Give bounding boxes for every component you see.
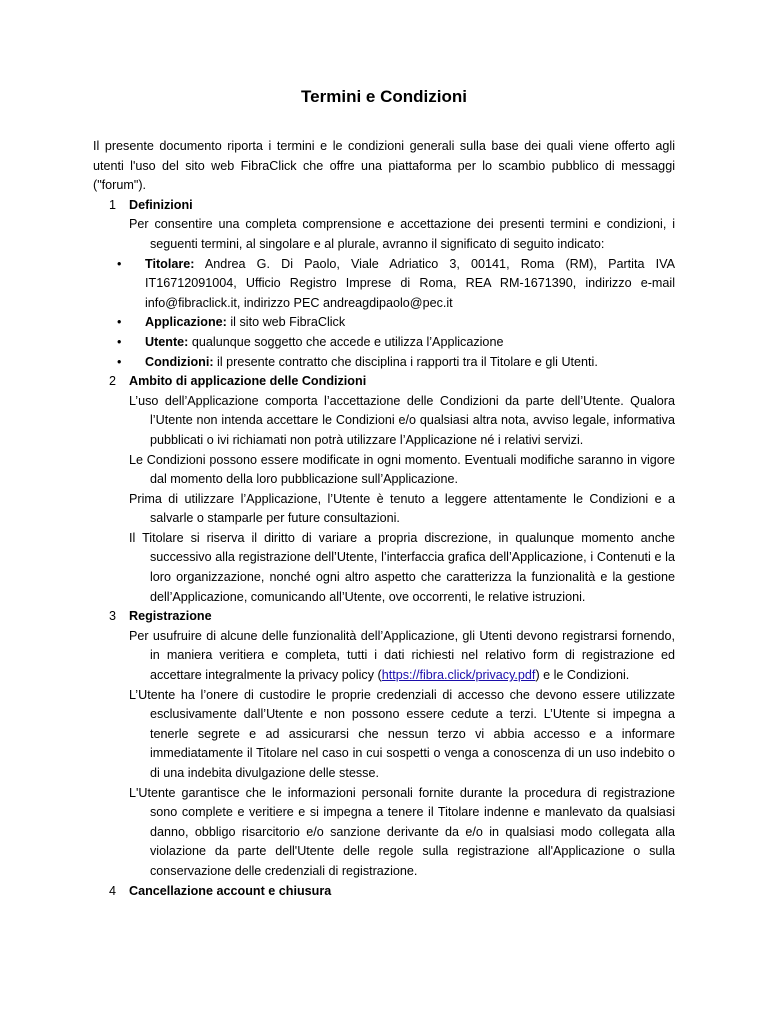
document-body [93, 137, 675, 901]
section-3-heading [93, 607, 675, 627]
bullet-icon: • [117, 256, 122, 271]
section-1-heading [93, 196, 675, 216]
list-item [93, 313, 675, 333]
paragraph: Prima di utilizzare l’Applicazione, l’Utente è tenuto a leggere attentamente le Condizioni e a salvarle o stamparle per future consultazioni. [129, 491, 675, 526]
section-title: Cancellazione account e chiusura [129, 883, 332, 898]
section-number: 4 [109, 883, 117, 898]
paragraph [129, 627, 675, 686]
section-2-heading [93, 372, 675, 392]
section-number: 3 [109, 609, 117, 624]
list-item [93, 255, 675, 314]
definition-text: qualunque soggetto che accede e utilizza l’Applicazione [188, 334, 504, 349]
paragraph: Per consentire una completa comprensione e accettazione dei presenti termini e condizioni, i seguenti termini, al singolare e al plurale, avranno il significato di seguito indicato: [129, 217, 675, 251]
page-title: Termini e Condizioni [301, 87, 467, 106]
list-item [93, 333, 675, 353]
privacy-policy-link[interactable]: https://fibra.click/privacy.pdf [381, 668, 536, 683]
section-title: Ambito di applicazione delle Condizioni [129, 374, 367, 389]
definition-text: il presente contratto che disciplina i rapporti tra il Titolare e gli Utenti. [213, 354, 598, 369]
registration-text-after-link: ) e le Condizioni. [535, 668, 630, 683]
section-4-heading [93, 882, 675, 902]
definition-term: Titolare: [145, 256, 195, 271]
section-2-body [93, 392, 675, 608]
paragraph: Il Titolare si riserva il diritto di variare a propria discrezione, in qualunque momento anche successivo alla registrazione dell’Utente, l’interfaccia grafica dell’Applicazione, i Contenuti e la loro organizzazione, nonché ogni altro aspetto che caratterizza la funzionalità e la gestione dell’Applicazione, comunicando all’Utente, ove occorrenti, le relative istruzioni. [129, 530, 675, 604]
paragraph: L'Utente garantisce che le informazioni personali fornite durante la procedura di registrazione sono complete e veritiere e si impegna a tenere il Titolare indenne e manlevato da qualsiasi danno, obbligo risarcitorio e/o sanzione derivante da e/o in qualsiasi modo collegata alla violazione da parte dell'Utente delle regole sulla registrazione all'Applicazione o sulla conservazione delle credenziali di registrazione. [129, 785, 675, 878]
definition-term: Condizioni: [145, 354, 214, 369]
section-title: Definizioni [129, 197, 193, 212]
definition-text: il sito web FibraClick [226, 315, 346, 330]
list-item [93, 353, 675, 373]
section-title: Registrazione [129, 609, 212, 624]
registration-text-before-link: Per usufruire di alcune delle funzionalità dell’Applicazione, gli Utenti devono registrarsi fornendo, in maniera veritiera e completa, tutti i dati richiesti nel relativo form di registrazione ed accettare integralmente la privacy policy ( [129, 628, 675, 683]
intro-paragraph: Il presente documento riporta i termini e le condizioni generali sulla base dei quali viene offerto agli utenti l'uso del sito web FibraClick che offre una piattaforma per lo scambio pubblico di messaggi ("forum"). [93, 139, 675, 193]
paragraph: L’uso dell’Applicazione comporta l’accettazione delle Condizioni da parte dell’Utente. Qualora l’Utente non intenda accettare le Condizioni e/o qualsiasi altra nota, avviso legale, informativa pubblicati o ivi richiamati non potrà utilizzare l’Applicazione né i relativi servizi. [129, 393, 675, 447]
section-1-body [93, 215, 675, 254]
paragraph: L’Utente ha l’onere di custodire le proprie credenziali di accesso che devono essere utilizzate esclusivamente dall’Utente e non possono essere cedute a terzi. L’Utente si impegna a tenerle segrete e ad assicurarsi che nessun terzo vi abbia accesso e a informare immediatamente il Titolare nel caso in cui sospetti o venga a conoscenza di un uso indebito o di una indebita divulgazione delle stesse. [129, 687, 675, 780]
definition-term: Applicazione: [145, 315, 227, 330]
bullet-icon: • [117, 354, 122, 369]
paragraph: Le Condizioni possono essere modificate in ogni momento. Eventuali modifiche saranno in vigore dal momento della loro pubblicazione sull’Applicazione. [129, 452, 675, 487]
section-3-body [93, 627, 675, 882]
bullet-icon: • [117, 315, 122, 330]
section-number: 2 [109, 374, 117, 389]
definition-term: Utente: [145, 334, 189, 349]
definitions-list [93, 255, 675, 373]
section-number: 1 [109, 197, 117, 212]
bullet-icon: • [117, 334, 122, 349]
definition-text: Andrea G. Di Paolo, Viale Adriatico 3, 00141, Roma (RM), Partita IVA IT16712091004, Ufficio Registro Imprese di Roma, REA RM-1671390, indirizzo e-mail info@fibraclick.it, indirizzo PEC andreagdipaolo@pec.it [145, 256, 675, 310]
